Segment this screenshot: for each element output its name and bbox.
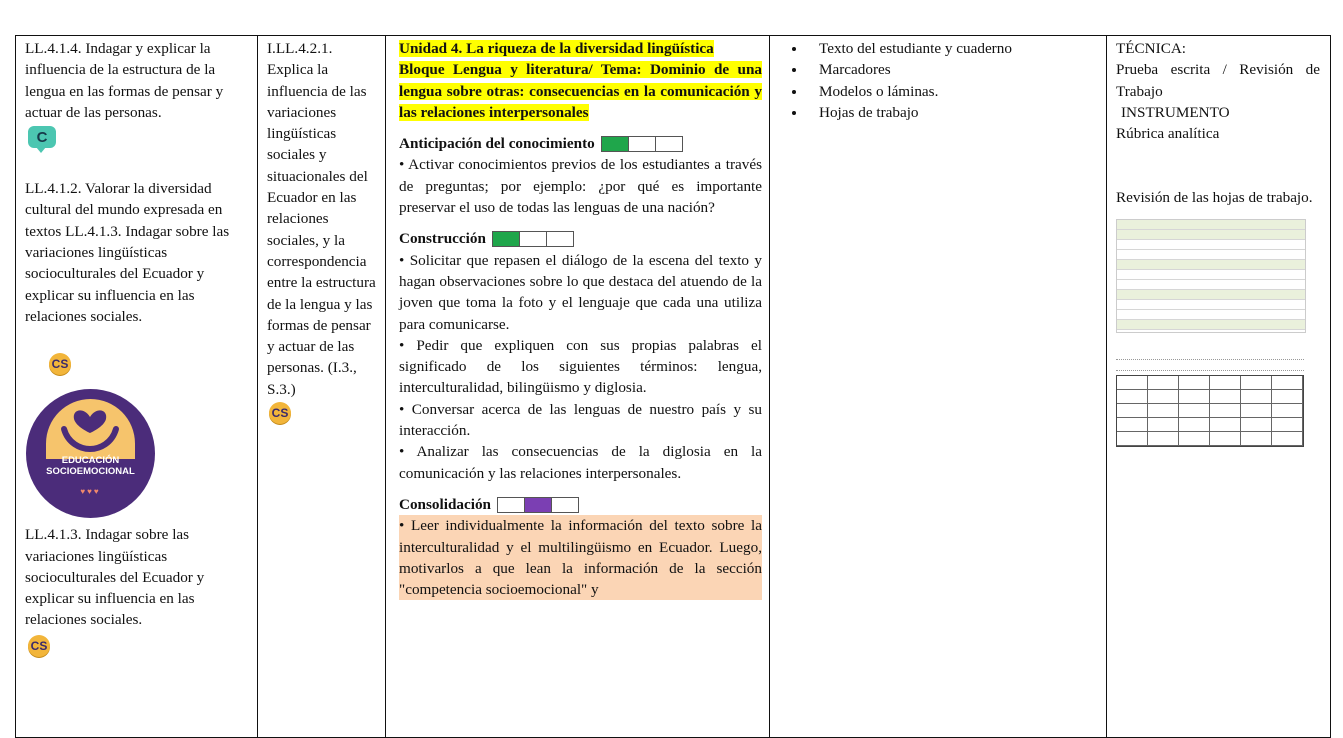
comunicacion-c-icon: C bbox=[28, 126, 56, 148]
block-title: Bloque Lengua y literatura/ Tema: Dominio de una lengua sobre otras: consecuencias en la comunicación y las relaciones interpersonales bbox=[399, 61, 762, 121]
list-item: • Modelos o láminas. bbox=[807, 81, 1097, 102]
indicators-column bbox=[258, 36, 386, 738]
list-item: • Texto del estudiante y cuaderno bbox=[807, 38, 1097, 59]
skill-ll-4-1-2: LL.4.1.2. Valorar la diversidad cultural del mundo expresada en textos LL.4.1.3. Indagar sobre las variaciones lingüísticas socioculturales del Ecuador y explicar su influencia en las relaciones sociales. bbox=[25, 180, 230, 325]
competencia-socioemocional-icon: CS bbox=[49, 353, 71, 375]
list-item: • Hojas de trabajo bbox=[807, 102, 1097, 123]
list-item: • Analizar las consecuencias de la diglosia en la comunicación y las relaciones interpersonales. bbox=[399, 443, 762, 482]
anticipacion-heading: Anticipación del conocimiento bbox=[399, 135, 595, 153]
competencia-socioemocional-icon: CS bbox=[269, 402, 291, 424]
tecnica-label: TÉCNICA: bbox=[1116, 40, 1187, 57]
table-row bbox=[16, 36, 1331, 738]
unit-title: Unidad 4. La riqueza de la diversidad lingüística bbox=[399, 40, 714, 57]
list-item: • Solicitar que repasen el diálogo de la escena del texto y hagan observaciones sobre lo que destaca del atuendo de la joven que toma la foto y el lenguaje que cada una utiliza para comunicarse. bbox=[399, 251, 762, 333]
skills-column bbox=[16, 36, 258, 738]
consolidacion-heading: Consolidación bbox=[399, 495, 491, 513]
educacion-socioemocional-logo bbox=[26, 389, 155, 518]
list-item: • Conversar acerca de las lenguas de nuestro país y su interacción. bbox=[399, 400, 762, 440]
competencia-socioemocional-icon: CS bbox=[28, 635, 50, 657]
construccion-heading: Construcción bbox=[399, 230, 486, 248]
instrumento-value: Rúbrica analítica bbox=[1116, 125, 1220, 143]
resources-list bbox=[779, 38, 1097, 123]
anticipacion-progress bbox=[601, 136, 683, 152]
activities-column bbox=[386, 36, 770, 738]
badge-line1: EDUCACIÓN bbox=[61, 455, 120, 467]
tecnica-value: Prueba escrita / Revisión de Trabajo bbox=[1116, 61, 1320, 100]
consolidacion-text: • Leer individualmente la información del texto sobre la interculturalidad y el multilingüismo en Ecuador. Luego, motivarlos a que lean la información de la sección "competencia socioemocional" y bbox=[399, 515, 762, 600]
construccion-progress bbox=[492, 231, 574, 247]
list-item: • Marcadores bbox=[807, 59, 1097, 80]
list-item: • Pedir que expliquen con sus propias palabras el significado de los siguientes términos: lengua, interculturalidad, bilingüismo y diglosia. bbox=[399, 336, 762, 397]
badge-line2: SOCIOEMOCIONAL bbox=[46, 466, 135, 478]
skill-ll-4-1-4: LL.4.1.4. Indagar y explicar la influencia de la estructura de la lengua en las formas de pensar y actuar de las personas. bbox=[25, 40, 224, 121]
evaluation-column bbox=[1107, 36, 1331, 738]
skill-ll-4-1-3: LL.4.1.3. Indagar sobre las variaciones lingüísticas socioculturales del Ecuador y explicar su influencia en las relaciones sociales. bbox=[25, 526, 205, 629]
worksheet-thumbnail bbox=[1116, 219, 1306, 333]
revision-text: Revisión de las hojas de trabajo. bbox=[1116, 189, 1313, 207]
resources-column bbox=[770, 36, 1107, 738]
lesson-plan-table bbox=[15, 35, 1331, 738]
hearts-decoration: ♥♥♥ bbox=[80, 487, 101, 497]
anticipacion-text: • Activar conocimientos previos de los estudiantes a través de preguntas; por ejemplo: ¿por qué es importante preservar el uso de todas las lenguas de una nación? bbox=[399, 156, 762, 217]
rubric-thumbnail bbox=[1116, 339, 1304, 454]
heart-hands-icon bbox=[46, 399, 135, 459]
indicator-text: I.LL.4.2.1. Explica la influencia de las variaciones lingüísticas sociales y situacionales del Ecuador en las relaciones sociales, y la correspondencia entre la estructura de la lengua y las formas de pensar y actuar de las personas. (I.3., S.3.) bbox=[267, 40, 376, 398]
consolidacion-progress bbox=[497, 497, 579, 513]
instrumento-label: INSTRUMENTO bbox=[1121, 103, 1230, 121]
